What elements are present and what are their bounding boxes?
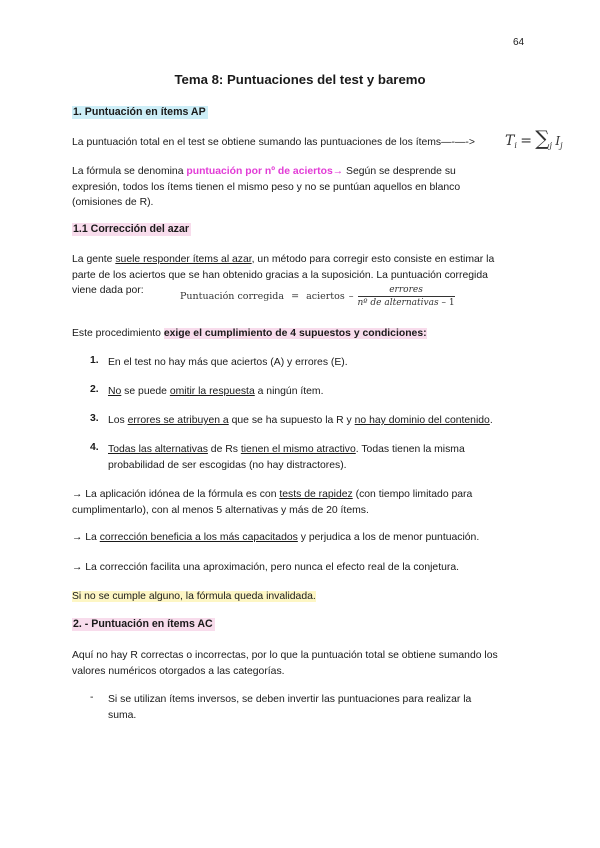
section-1-1-heading: 1.1 Corrección del azar	[73, 223, 189, 235]
note-approximation: → La corrección facilita una aproximación, pero nunca el efecto real de la conjetura.	[72, 562, 459, 573]
formula-fraction: $\frac{\text{errores}}{\text{nº de alternativas – 1}}$	[357, 285, 455, 308]
assumptions-intro: Este procedimiento exige el cumplimiento de 4 supuestos y condiciones:	[72, 328, 427, 339]
total-score-formula: $T_i = \sum_j$ $I_j$	[505, 126, 563, 151]
section-2-paragraph: Aquí no hay R correctas o incorrectas, por lo que la puntuación total se obtiene sumando los valores numéricos otorgados a las categorías.	[72, 650, 498, 677]
invalid-warning: Si no se cumple alguno, la fórmula queda invalidada.	[72, 591, 316, 602]
section-1-paragraph-1: La puntuación total en el test se obtiene sumando las puntuaciones de los ítems—-—->	[72, 137, 475, 148]
note-benefit: → La corrección beneficia a los más capacitados y perjudica a los de menor puntuación.	[72, 532, 480, 543]
note-rapidez: → La aplicación idónea de la fórmula es con tests de rapidez (con tiempo limitado para cumplimentarlo), con al menos 5 alternativas y más de 20 ítems.	[72, 489, 473, 516]
corrected-score-formula: Puntuación corregida = aciertos – $\frac{\text{errores}}{\text{nº de alternativas – 1}}$	[180, 285, 455, 308]
highlighted-term: puntuación por nº de aciertos→	[186, 166, 344, 177]
section-1-paragraph-2: La fórmula se denomina puntuación por nº de aciertos→ Según se desprende su expresión, todos los ítems tienen el mismo peso y no se puntúan aquellos en blanco (omisiones de R).	[72, 166, 461, 208]
section-1-heading: 1. Puntuación en ítems AP	[73, 106, 206, 118]
page-number: 64	[513, 37, 525, 48]
section-1-1-paragraph: La gente suele responder ítems al azar, un método para corregir esto consiste en estimar la parte de los aciertos que se han obtenido gracias a la suposición. La puntuación corregida viene dada por:	[72, 254, 495, 296]
page-title: Tema 8: Puntuaciones del test y baremo	[174, 72, 426, 87]
section-2-heading: 2. - Puntuación en ítems AC	[73, 618, 213, 630]
